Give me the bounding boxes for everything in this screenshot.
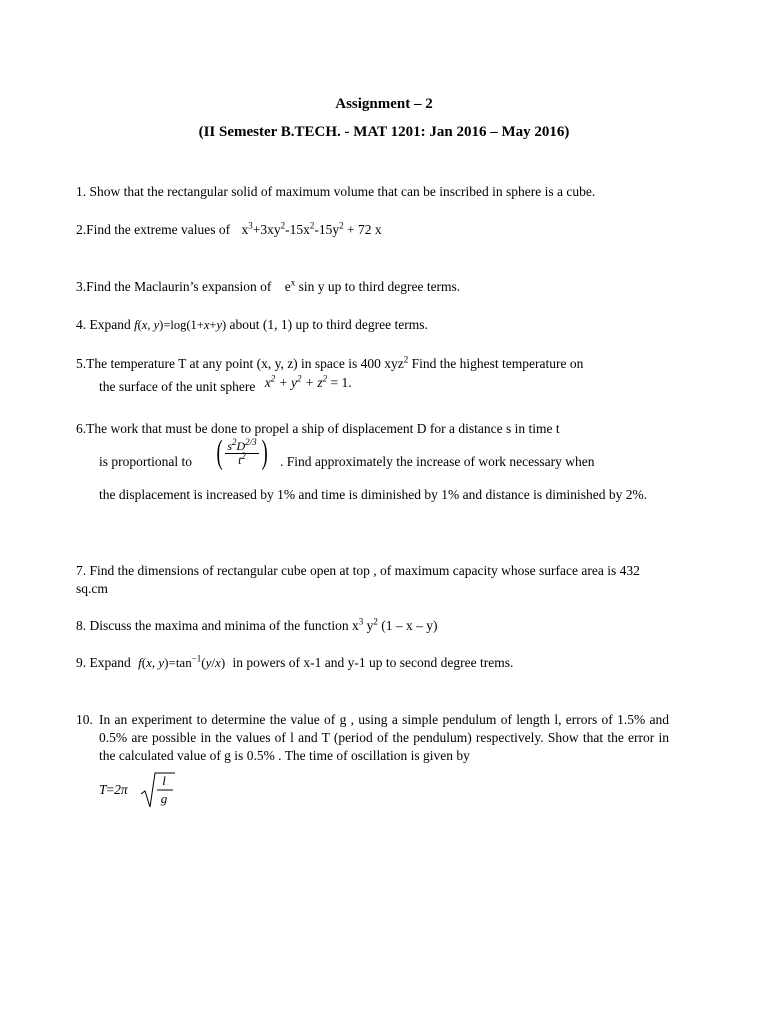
sqrt-symbol <box>139 770 209 810</box>
question-text: Expand <box>89 655 131 670</box>
question-8 <box>76 617 696 635</box>
question-7 <box>76 562 670 598</box>
question-6-line-3 <box>99 486 668 504</box>
question-text: Show that the rectangular solid of maximum volume that can be inscribed in sphere is a cube. <box>89 184 596 199</box>
question-text: . Find approximately the increase of work necessary when <box>280 454 595 469</box>
question-number: 3. <box>76 279 87 294</box>
expression: f(x, y)=log(1+x+y) <box>134 318 227 332</box>
question-number: 8. <box>76 618 87 633</box>
question-number: 9. <box>76 655 87 670</box>
question-9 <box>76 654 696 672</box>
expression: $x^3$ $y^2$ (1 – x – y) <box>351 616 438 633</box>
question-text: The work that must be done to propel a ship of displacement D for a distance s in time t <box>86 421 560 436</box>
expression: $e^x$ <box>284 277 296 294</box>
page-title: Assignment – 2 <box>335 96 433 112</box>
question-number: 10. <box>76 712 93 727</box>
expression: T=2π <box>99 782 128 797</box>
question-text: the surface of the unit sphere <box>99 379 256 394</box>
question-4 <box>76 316 696 334</box>
page-subtitle: (II Semester B.TECH. - MAT 1201: Jan 2016 – May 2016) <box>198 124 570 140</box>
question-10-number <box>76 711 98 729</box>
question-text: Discuss the maxima and minima of the function <box>89 618 349 633</box>
question-6-line-2 <box>99 436 669 478</box>
question-5-line-2 <box>99 373 699 396</box>
question-text: Find the extreme values of <box>86 222 231 237</box>
question-10-formula <box>99 770 219 810</box>
question-text: In an experiment to determine the value of g , using a simple pendulum of length l, errors of 1.5% and 0.5% are possible in the values of l and T (period of the pendulum) respectively. Show that the error in the calculated value of g is 0.5% . The time of oscillation is given by <box>99 712 669 763</box>
svg-text:g: g <box>160 791 168 806</box>
question-number: 2. <box>76 222 87 237</box>
expression: $x^3+3xy^2-15x^2-15y^2 + 72$ x <box>241 220 382 237</box>
question-text: about (1, 1) up to third degree terms. <box>229 317 428 332</box>
question-3 <box>76 278 696 296</box>
expression: f(x, $y)=\tan^{-1}(y/x)$ <box>138 653 226 670</box>
question-text: Find the Maclaurin’s expansion of <box>86 279 272 294</box>
question-text: The temperature T at any point (x, y, z) in space is 400 xyz <box>86 356 404 371</box>
question-text: sin y up to third degree terms. <box>298 279 461 294</box>
question-number: 6. <box>76 421 87 436</box>
question-number: 4. <box>76 317 87 332</box>
question-text: in powers of x-1 and y-1 up to second degree trems. <box>232 655 514 670</box>
question-number: 7. <box>76 563 87 578</box>
question-1 <box>76 183 696 201</box>
question-number: 1. <box>76 184 87 199</box>
question-text: Find the highest temperature on <box>408 356 584 371</box>
question-text: Find the dimensions of rectangular cube open at top , of maximum capacity whose surface area is 432 sq.cm <box>76 563 640 596</box>
question-text: Expand <box>89 317 131 332</box>
question-2 <box>76 221 696 239</box>
svg-text:l: l <box>162 773 166 788</box>
question-10 <box>99 711 669 765</box>
question-number: 5. <box>76 356 87 371</box>
expression: $x^2 + y^2 + z^2 = 1$. <box>264 373 352 390</box>
question-5: 5.The temperature T at any point (x, y, z) in space is 400 xyz$^2$ Find the highest temperature on <box>76 354 584 371</box>
question-text: the displacement is increased by 1% and time is diminished by 1% and distance is diminished by 2%. <box>99 487 648 502</box>
expression: ( $\frac{s^2D^{2/3}}{t^2}$ ) <box>216 434 268 471</box>
question-text: is proportional to <box>99 454 192 469</box>
